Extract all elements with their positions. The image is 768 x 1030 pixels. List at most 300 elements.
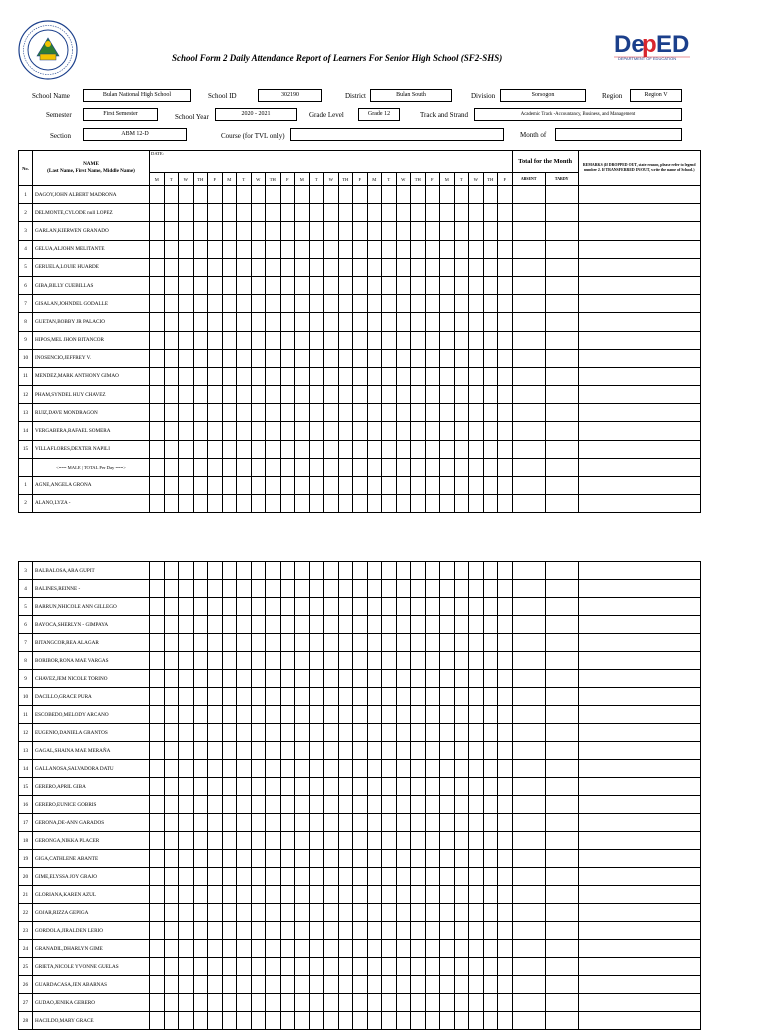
attendance-cell[interactable]: [251, 922, 266, 940]
attendance-cell[interactable]: [309, 652, 324, 670]
remarks-cell[interactable]: [578, 562, 700, 580]
attendance-cell[interactable]: [483, 976, 498, 994]
attendance-cell[interactable]: [324, 580, 339, 598]
absent-total-cell[interactable]: [512, 976, 545, 994]
attendance-cell[interactable]: [396, 1012, 411, 1030]
attendance-cell[interactable]: [469, 634, 484, 652]
attendance-cell[interactable]: [425, 331, 440, 349]
attendance-cell[interactable]: [208, 742, 223, 760]
tardy-total-cell[interactable]: [545, 616, 578, 634]
attendance-cell[interactable]: [164, 886, 179, 904]
attendance-cell[interactable]: [353, 850, 368, 868]
attendance-cell[interactable]: [222, 476, 237, 494]
attendance-cell[interactable]: [425, 404, 440, 422]
attendance-cell[interactable]: [309, 868, 324, 886]
attendance-cell[interactable]: [498, 868, 513, 886]
attendance-cell[interactable]: [309, 994, 324, 1012]
track-field[interactable]: Academic Track -Accountancy, Business, and Management: [474, 108, 682, 121]
attendance-cell[interactable]: [164, 349, 179, 367]
attendance-cell[interactable]: [266, 742, 281, 760]
attendance-cell[interactable]: [237, 940, 252, 958]
absent-total-cell[interactable]: [512, 850, 545, 868]
attendance-cell[interactable]: [498, 652, 513, 670]
attendance-cell[interactable]: [483, 688, 498, 706]
attendance-cell[interactable]: [266, 476, 281, 494]
attendance-cell[interactable]: [237, 760, 252, 778]
attendance-cell[interactable]: [266, 562, 281, 580]
attendance-cell[interactable]: [382, 422, 397, 440]
region-field[interactable]: Region V: [630, 89, 682, 102]
attendance-cell[interactable]: [338, 940, 353, 958]
attendance-cell[interactable]: [295, 670, 310, 688]
attendance-cell[interactable]: [179, 760, 194, 778]
attendance-cell[interactable]: [353, 724, 368, 742]
attendance-cell[interactable]: [222, 186, 237, 204]
attendance-cell[interactable]: [266, 240, 281, 258]
attendance-cell[interactable]: [208, 994, 223, 1012]
attendance-cell[interactable]: [237, 313, 252, 331]
attendance-cell[interactable]: [208, 670, 223, 688]
attendance-cell[interactable]: [222, 562, 237, 580]
attendance-cell[interactable]: [164, 850, 179, 868]
attendance-cell[interactable]: [222, 940, 237, 958]
attendance-cell[interactable]: [440, 331, 455, 349]
attendance-cell[interactable]: [237, 652, 252, 670]
attendance-cell[interactable]: [193, 580, 208, 598]
attendance-cell[interactable]: [367, 240, 382, 258]
attendance-cell[interactable]: [193, 367, 208, 385]
remarks-cell[interactable]: [578, 688, 700, 706]
school-id-field[interactable]: 302190: [258, 89, 322, 102]
attendance-cell[interactable]: [382, 313, 397, 331]
attendance-cell[interactable]: [353, 331, 368, 349]
attendance-cell[interactable]: [280, 331, 295, 349]
attendance-cell[interactable]: [295, 562, 310, 580]
attendance-cell[interactable]: [469, 778, 484, 796]
attendance-cell[interactable]: [150, 922, 165, 940]
attendance-cell[interactable]: [498, 832, 513, 850]
attendance-cell[interactable]: [353, 186, 368, 204]
attendance-cell[interactable]: [483, 422, 498, 440]
attendance-cell[interactable]: [469, 422, 484, 440]
tardy-total-cell[interactable]: [545, 222, 578, 240]
attendance-cell[interactable]: [353, 652, 368, 670]
attendance-cell[interactable]: [208, 313, 223, 331]
attendance-cell[interactable]: [382, 832, 397, 850]
attendance-cell[interactable]: [193, 688, 208, 706]
attendance-cell[interactable]: [295, 814, 310, 832]
attendance-cell[interactable]: [164, 832, 179, 850]
attendance-cell[interactable]: [237, 367, 252, 385]
attendance-cell[interactable]: [208, 814, 223, 832]
attendance-cell[interactable]: [353, 958, 368, 976]
attendance-cell[interactable]: [338, 186, 353, 204]
attendance-cell[interactable]: [338, 760, 353, 778]
male-total-cell[interactable]: [545, 458, 578, 476]
attendance-cell[interactable]: [280, 940, 295, 958]
attendance-cell[interactable]: [396, 295, 411, 313]
attendance-cell[interactable]: [425, 832, 440, 850]
attendance-cell[interactable]: [353, 598, 368, 616]
attendance-cell[interactable]: [324, 724, 339, 742]
attendance-cell[interactable]: [295, 760, 310, 778]
attendance-cell[interactable]: [324, 404, 339, 422]
attendance-cell[interactable]: [150, 814, 165, 832]
attendance-cell[interactable]: [338, 422, 353, 440]
attendance-cell[interactable]: [295, 580, 310, 598]
male-total-cell[interactable]: [578, 458, 700, 476]
remarks-cell[interactable]: [578, 331, 700, 349]
attendance-cell[interactable]: [222, 331, 237, 349]
attendance-cell[interactable]: [193, 598, 208, 616]
attendance-cell[interactable]: [440, 976, 455, 994]
attendance-cell[interactable]: [208, 886, 223, 904]
attendance-cell[interactable]: [469, 258, 484, 276]
attendance-cell[interactable]: [150, 349, 165, 367]
attendance-cell[interactable]: [440, 886, 455, 904]
attendance-cell[interactable]: [353, 976, 368, 994]
attendance-cell[interactable]: [266, 204, 281, 222]
attendance-cell[interactable]: [309, 616, 324, 634]
attendance-cell[interactable]: [324, 186, 339, 204]
attendance-cell[interactable]: [483, 440, 498, 458]
absent-total-cell[interactable]: [512, 796, 545, 814]
attendance-cell[interactable]: [469, 313, 484, 331]
attendance-cell[interactable]: [367, 422, 382, 440]
attendance-cell[interactable]: [411, 367, 426, 385]
attendance-cell[interactable]: [483, 580, 498, 598]
attendance-cell[interactable]: [411, 976, 426, 994]
attendance-cell[interactable]: [440, 349, 455, 367]
attendance-cell[interactable]: [425, 313, 440, 331]
absent-total-cell[interactable]: [512, 258, 545, 276]
attendance-cell[interactable]: [469, 367, 484, 385]
attendance-cell[interactable]: [454, 814, 469, 832]
attendance-cell[interactable]: [353, 494, 368, 512]
attendance-cell[interactable]: [164, 331, 179, 349]
absent-total-cell[interactable]: [512, 832, 545, 850]
remarks-cell[interactable]: [578, 404, 700, 422]
attendance-cell[interactable]: [367, 994, 382, 1012]
attendance-cell[interactable]: [483, 349, 498, 367]
attendance-cell[interactable]: [324, 204, 339, 222]
attendance-cell[interactable]: [483, 616, 498, 634]
attendance-cell[interactable]: [454, 349, 469, 367]
attendance-cell[interactable]: [367, 562, 382, 580]
attendance-cell[interactable]: [164, 976, 179, 994]
attendance-cell[interactable]: [150, 598, 165, 616]
tardy-total-cell[interactable]: [545, 706, 578, 724]
attendance-cell[interactable]: [469, 222, 484, 240]
attendance-cell[interactable]: [266, 580, 281, 598]
attendance-cell[interactable]: [237, 724, 252, 742]
attendance-cell[interactable]: [353, 367, 368, 385]
school-name-field[interactable]: Bulan National High School: [83, 89, 191, 102]
attendance-cell[interactable]: [367, 868, 382, 886]
attendance-cell[interactable]: [396, 760, 411, 778]
attendance-cell[interactable]: [179, 994, 194, 1012]
attendance-cell[interactable]: [280, 580, 295, 598]
attendance-cell[interactable]: [280, 367, 295, 385]
attendance-cell[interactable]: [266, 832, 281, 850]
attendance-cell[interactable]: [483, 598, 498, 616]
remarks-cell[interactable]: [578, 494, 700, 512]
attendance-cell[interactable]: [367, 367, 382, 385]
male-total-cell[interactable]: [309, 458, 324, 476]
attendance-cell[interactable]: [396, 814, 411, 832]
attendance-cell[interactable]: [440, 940, 455, 958]
attendance-cell[interactable]: [251, 706, 266, 724]
attendance-cell[interactable]: [454, 940, 469, 958]
attendance-cell[interactable]: [411, 404, 426, 422]
attendance-cell[interactable]: [483, 186, 498, 204]
male-total-cell[interactable]: [425, 458, 440, 476]
attendance-cell[interactable]: [469, 349, 484, 367]
attendance-cell[interactable]: [483, 814, 498, 832]
attendance-cell[interactable]: [411, 778, 426, 796]
attendance-cell[interactable]: [179, 832, 194, 850]
attendance-cell[interactable]: [266, 994, 281, 1012]
attendance-cell[interactable]: [164, 778, 179, 796]
attendance-cell[interactable]: [179, 295, 194, 313]
attendance-cell[interactable]: [338, 598, 353, 616]
attendance-cell[interactable]: [222, 440, 237, 458]
attendance-cell[interactable]: [382, 598, 397, 616]
attendance-cell[interactable]: [237, 562, 252, 580]
attendance-cell[interactable]: [193, 940, 208, 958]
attendance-cell[interactable]: [295, 598, 310, 616]
attendance-cell[interactable]: [382, 976, 397, 994]
tardy-total-cell[interactable]: [545, 688, 578, 706]
tardy-total-cell[interactable]: [545, 832, 578, 850]
attendance-cell[interactable]: [498, 1012, 513, 1030]
attendance-cell[interactable]: [469, 1012, 484, 1030]
attendance-cell[interactable]: [396, 940, 411, 958]
attendance-cell[interactable]: [179, 634, 194, 652]
attendance-cell[interactable]: [353, 886, 368, 904]
male-total-cell[interactable]: [382, 458, 397, 476]
attendance-cell[interactable]: [164, 186, 179, 204]
attendance-cell[interactable]: [150, 886, 165, 904]
attendance-cell[interactable]: [483, 331, 498, 349]
attendance-cell[interactable]: [440, 832, 455, 850]
attendance-cell[interactable]: [324, 616, 339, 634]
attendance-cell[interactable]: [164, 598, 179, 616]
attendance-cell[interactable]: [396, 580, 411, 598]
attendance-cell[interactable]: [425, 742, 440, 760]
absent-total-cell[interactable]: [512, 904, 545, 922]
attendance-cell[interactable]: [367, 760, 382, 778]
attendance-cell[interactable]: [251, 778, 266, 796]
attendance-cell[interactable]: [382, 562, 397, 580]
attendance-cell[interactable]: [353, 868, 368, 886]
attendance-cell[interactable]: [309, 904, 324, 922]
attendance-cell[interactable]: [280, 598, 295, 616]
absent-total-cell[interactable]: [512, 778, 545, 796]
attendance-cell[interactable]: [498, 814, 513, 832]
absent-total-cell[interactable]: [512, 440, 545, 458]
attendance-cell[interactable]: [411, 313, 426, 331]
attendance-cell[interactable]: [208, 422, 223, 440]
attendance-cell[interactable]: [382, 222, 397, 240]
attendance-cell[interactable]: [498, 422, 513, 440]
attendance-cell[interactable]: [309, 976, 324, 994]
attendance-cell[interactable]: [237, 778, 252, 796]
male-total-cell[interactable]: [353, 458, 368, 476]
absent-total-cell[interactable]: [512, 634, 545, 652]
attendance-cell[interactable]: [353, 634, 368, 652]
attendance-cell[interactable]: [338, 850, 353, 868]
attendance-cell[interactable]: [150, 832, 165, 850]
attendance-cell[interactable]: [222, 634, 237, 652]
attendance-cell[interactable]: [193, 616, 208, 634]
attendance-cell[interactable]: [382, 1012, 397, 1030]
tardy-total-cell[interactable]: [545, 313, 578, 331]
attendance-cell[interactable]: [396, 494, 411, 512]
attendance-cell[interactable]: [338, 688, 353, 706]
attendance-cell[interactable]: [280, 868, 295, 886]
attendance-cell[interactable]: [280, 1012, 295, 1030]
attendance-cell[interactable]: [222, 760, 237, 778]
attendance-cell[interactable]: [280, 349, 295, 367]
attendance-cell[interactable]: [280, 832, 295, 850]
attendance-cell[interactable]: [324, 904, 339, 922]
attendance-cell[interactable]: [237, 670, 252, 688]
attendance-cell[interactable]: [382, 904, 397, 922]
attendance-cell[interactable]: [324, 295, 339, 313]
attendance-cell[interactable]: [237, 476, 252, 494]
attendance-cell[interactable]: [396, 688, 411, 706]
attendance-cell[interactable]: [353, 796, 368, 814]
attendance-cell[interactable]: [222, 904, 237, 922]
attendance-cell[interactable]: [295, 958, 310, 976]
attendance-cell[interactable]: [237, 295, 252, 313]
attendance-cell[interactable]: [367, 886, 382, 904]
attendance-cell[interactable]: [324, 422, 339, 440]
attendance-cell[interactable]: [353, 476, 368, 494]
tardy-total-cell[interactable]: [545, 598, 578, 616]
attendance-cell[interactable]: [193, 670, 208, 688]
attendance-cell[interactable]: [469, 440, 484, 458]
attendance-cell[interactable]: [266, 976, 281, 994]
attendance-cell[interactable]: [367, 440, 382, 458]
attendance-cell[interactable]: [222, 850, 237, 868]
attendance-cell[interactable]: [208, 778, 223, 796]
attendance-cell[interactable]: [367, 204, 382, 222]
attendance-cell[interactable]: [382, 367, 397, 385]
remarks-cell[interactable]: [578, 186, 700, 204]
attendance-cell[interactable]: [367, 616, 382, 634]
attendance-cell[interactable]: [251, 186, 266, 204]
attendance-cell[interactable]: [498, 476, 513, 494]
absent-total-cell[interactable]: [512, 958, 545, 976]
attendance-cell[interactable]: [295, 634, 310, 652]
attendance-cell[interactable]: [164, 616, 179, 634]
attendance-cell[interactable]: [208, 868, 223, 886]
attendance-cell[interactable]: [295, 386, 310, 404]
attendance-cell[interactable]: [411, 1012, 426, 1030]
attendance-cell[interactable]: [266, 276, 281, 294]
attendance-cell[interactable]: [396, 670, 411, 688]
remarks-cell[interactable]: [578, 258, 700, 276]
attendance-cell[interactable]: [454, 850, 469, 868]
attendance-cell[interactable]: [367, 276, 382, 294]
attendance-cell[interactable]: [309, 422, 324, 440]
attendance-cell[interactable]: [396, 222, 411, 240]
attendance-cell[interactable]: [309, 494, 324, 512]
attendance-cell[interactable]: [367, 295, 382, 313]
absent-total-cell[interactable]: [512, 313, 545, 331]
attendance-cell[interactable]: [266, 222, 281, 240]
attendance-cell[interactable]: [382, 922, 397, 940]
attendance-cell[interactable]: [251, 494, 266, 512]
attendance-cell[interactable]: [295, 778, 310, 796]
attendance-cell[interactable]: [208, 688, 223, 706]
attendance-cell[interactable]: [266, 760, 281, 778]
attendance-cell[interactable]: [382, 652, 397, 670]
remarks-cell[interactable]: [578, 850, 700, 868]
attendance-cell[interactable]: [193, 1012, 208, 1030]
attendance-cell[interactable]: [498, 367, 513, 385]
attendance-cell[interactable]: [237, 688, 252, 706]
absent-total-cell[interactable]: [512, 422, 545, 440]
attendance-cell[interactable]: [208, 494, 223, 512]
attendance-cell[interactable]: [193, 258, 208, 276]
attendance-cell[interactable]: [222, 994, 237, 1012]
remarks-cell[interactable]: [578, 742, 700, 760]
attendance-cell[interactable]: [425, 688, 440, 706]
attendance-cell[interactable]: [309, 724, 324, 742]
attendance-cell[interactable]: [338, 742, 353, 760]
attendance-cell[interactable]: [324, 222, 339, 240]
attendance-cell[interactable]: [309, 922, 324, 940]
attendance-cell[interactable]: [396, 724, 411, 742]
absent-total-cell[interactable]: [512, 994, 545, 1012]
attendance-cell[interactable]: [338, 706, 353, 724]
attendance-cell[interactable]: [396, 276, 411, 294]
remarks-cell[interactable]: [578, 832, 700, 850]
attendance-cell[interactable]: [396, 240, 411, 258]
attendance-cell[interactable]: [150, 562, 165, 580]
remarks-cell[interactable]: [578, 240, 700, 258]
attendance-cell[interactable]: [208, 652, 223, 670]
attendance-cell[interactable]: [454, 886, 469, 904]
attendance-cell[interactable]: [425, 670, 440, 688]
attendance-cell[interactable]: [382, 886, 397, 904]
attendance-cell[interactable]: [498, 994, 513, 1012]
attendance-cell[interactable]: [179, 598, 194, 616]
attendance-cell[interactable]: [266, 367, 281, 385]
attendance-cell[interactable]: [382, 814, 397, 832]
attendance-cell[interactable]: [222, 778, 237, 796]
attendance-cell[interactable]: [164, 204, 179, 222]
attendance-cell[interactable]: [338, 616, 353, 634]
attendance-cell[interactable]: [309, 386, 324, 404]
attendance-cell[interactable]: [382, 760, 397, 778]
attendance-cell[interactable]: [411, 922, 426, 940]
attendance-cell[interactable]: [164, 958, 179, 976]
attendance-cell[interactable]: [382, 258, 397, 276]
attendance-cell[interactable]: [280, 922, 295, 940]
attendance-cell[interactable]: [208, 634, 223, 652]
attendance-cell[interactable]: [237, 580, 252, 598]
attendance-cell[interactable]: [382, 204, 397, 222]
attendance-cell[interactable]: [324, 958, 339, 976]
male-total-cell[interactable]: [251, 458, 266, 476]
attendance-cell[interactable]: [309, 742, 324, 760]
attendance-cell[interactable]: [498, 760, 513, 778]
absent-total-cell[interactable]: [512, 240, 545, 258]
